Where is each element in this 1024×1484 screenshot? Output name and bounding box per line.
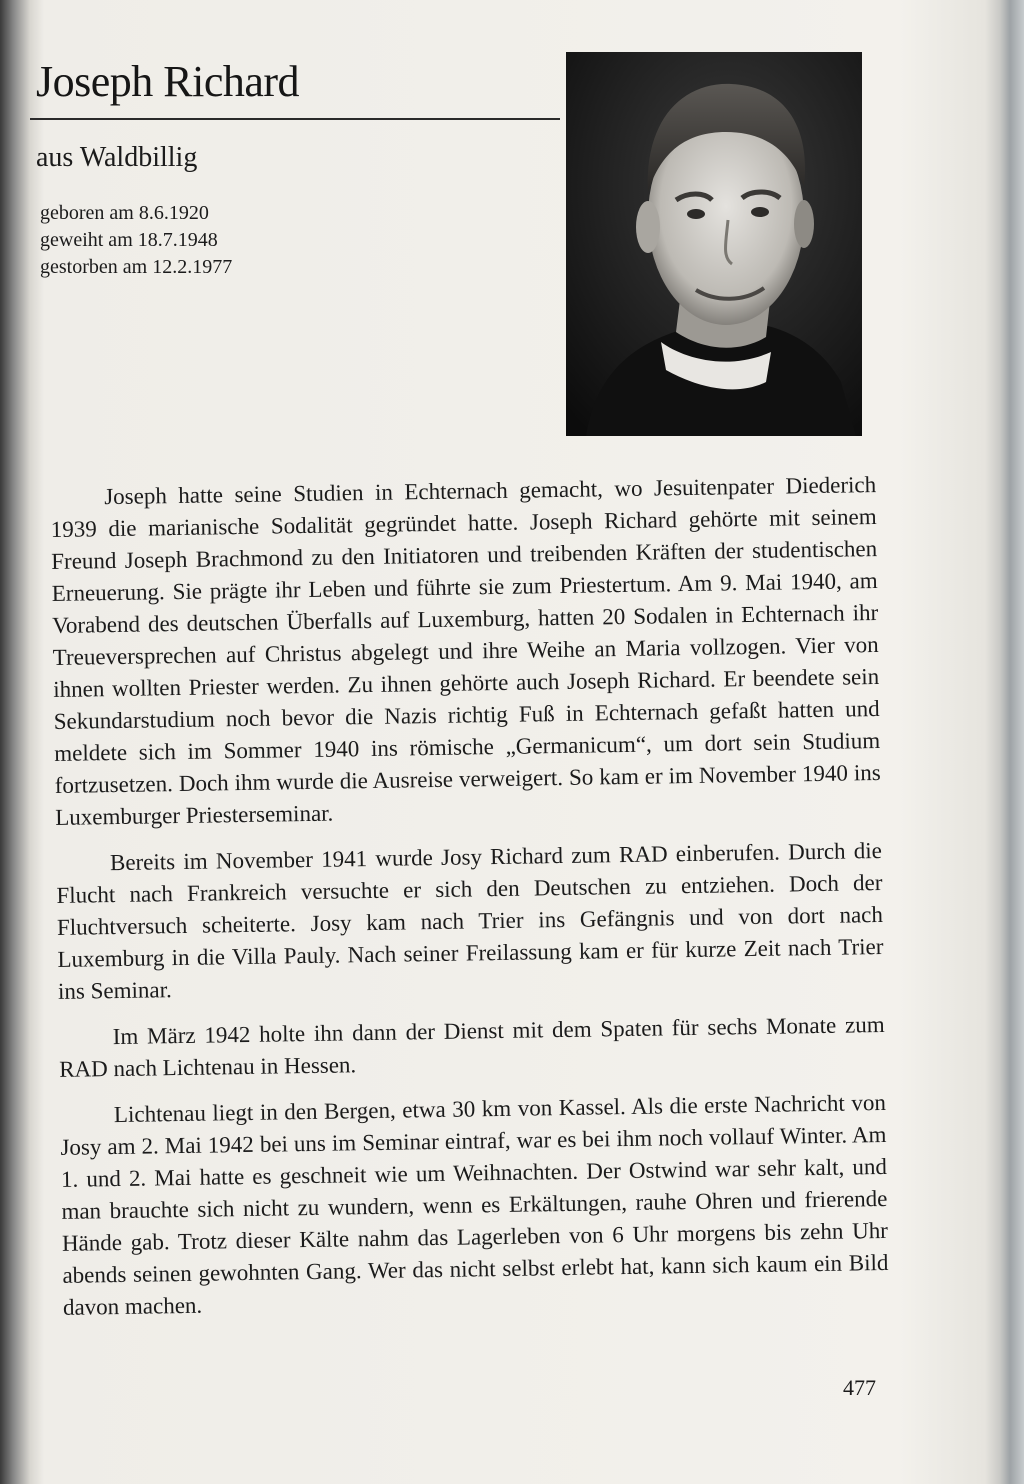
ordination-date: geweiht am 18.7.1948 [40,229,218,251]
paragraph: Lichtenau liegt in den Bergen, etwa 30 km von Kassel. Als die erste Nachricht von Josy am 2. Mai 1942 bei uns im Seminar eintraf, war es bei ihm noch vollauf Winter. Am 1. und 2. Mai hatte es geschneit wie um Weihnachten. Der Ostwind war sehr kalt, und man brauchte sich nicht zu wundern, wenn es Erkältungen, rauhe Ohren und frierende Hände gab. Trotz dieser Kälte nahm das Lagerleben von 6 Uhr morgens bis zehn Uhr abends seinen gewohnten Gang. Wer das nicht selbst erlebt hat, kann sich kaum ein Bild davon machen. [60,1089,889,1320]
paragraph: Joseph hatte seine Studien in Echternach gemacht, wo Jesuitenpater Diederich 1939 die marianische Sodalität gegründet hatte. Joseph Richard gehörte mit seinem Freund Joseph Brachmond zu den Initiatoren und treibenden Kräften der studentischen Erneuerung. Sie prägte ihr Leben und führte sie zum Priestertum. Am 9. Mai 1940, am Vorabend des deutschen Überfalls auf Luxemburg, hatten 20 Sodalen in Echternach ihr Treueversprechen auf Christus abgelegt und ihre Weihe an Maria vollzogen. Vier von ihnen wollten Priester werden. Zu ihnen gehörte auch Joseph Richard. Er beendete sein Sekundarstudium noch bevor die Nazis richtig Fuß in Echternach gefaßt hatten und meldete sich im Sommer 1940 ins römische „Germanicum“, um dort sein Studium fortzusetzen. Doch ihm wurde die Ausreise verweigert. So kam er im November 1940 ins Luxemburger Priesterseminar. [50,472,881,830]
article-body [50,469,889,1338]
page-title: Joseph Richard [36,57,300,106]
origin-subtitle: aus Waldbillig [36,142,198,173]
paragraph: Bereits im November 1941 wurde Josy Richard zum RAD einberufen. Durch die Flucht nach Frankreich versuchte er sich den Deutschen zu entziehen. Doch der Fluchtversuch scheiterte. Josy kam nach Trier ins Gefängnis und von dort nach Luxemburg in die Villa Pauly. Nach seiner Freilassung kam er für kurze Zeit nach Trier ins Seminar. [56,837,884,1004]
birth-date: geboren am 8.6.1920 [40,202,209,224]
paragraph: Im März 1942 holte ihn dann der Dienst mit dem Spaten für sechs Monate zum RAD nach Lichtenau in Hessen. [59,1011,885,1082]
portrait-photo [566,52,862,436]
biographical-dates [40,200,232,281]
page-number: 477 [843,1375,876,1400]
portrait-photo-icon [566,52,862,436]
death-date: gestorben am 12.2.1977 [40,256,233,278]
title-rule [30,118,560,120]
